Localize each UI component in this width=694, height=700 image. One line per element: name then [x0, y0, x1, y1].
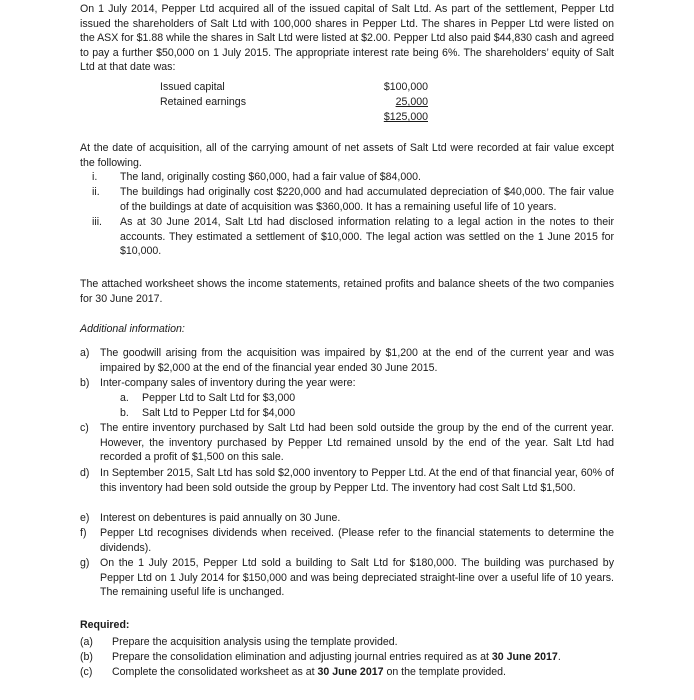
equity-row-issued-capital	[160, 80, 428, 95]
list-text: The entire inventory purchased by Salt Ltd had been sold outside the group by the end of the current year. However, the inventory purchased by Pepper Ltd remained unsold by the end of the year. Salt Ltd had recorded a profit of $1,500 on this sale.	[100, 422, 614, 464]
additional-info-heading: Additional information:	[80, 323, 185, 335]
list-text: On the 1 July 2015, Pepper Ltd sold a building to Salt Ltd for $180,000. The building was purchased by Pepper Ltd on 1 July 2014 for $150,000 and was being depreciated straight-line over a useful life of 10 years. The remaining useful life is unchanged.	[100, 557, 614, 599]
list-marker: e)	[80, 512, 90, 524]
list-text: As at 30 June 2014, Salt Ltd had disclosed information relating to a legal action in the notes to their accounts. They estimated a settlement of $10,000. The legal action was settled on the 1 June 2015 for $10,000.	[120, 216, 614, 258]
list-text: The land, originally costing $60,000, had a fair value of $84,000.	[120, 171, 421, 183]
list-marker: (b)	[80, 651, 93, 663]
info-item-c	[80, 421, 614, 465]
list-marker: d)	[80, 467, 90, 479]
info-item-f	[80, 526, 614, 555]
list-text: The goodwill arising from the acquisition was impaired by $1,200 at the end of the current year and was impaired by $2,000 at the end of the financial year ended 30 June 2015.	[100, 347, 614, 374]
list-text: Salt Ltd to Pepper Ltd for $4,000	[142, 407, 296, 419]
list-text: Complete the consolidated worksheet as at 30 June 2017 on the template provided.	[112, 666, 506, 678]
required-item-c	[80, 665, 620, 680]
list-text: Inter-company sales of inventory during the year were:	[100, 377, 356, 389]
list-marker: iii.	[92, 216, 103, 228]
list-marker: g)	[80, 557, 90, 569]
worksheet-note: The attached worksheet shows the income statements, retained profits and balance sheets of the two companies for 30 June 2017.	[80, 278, 614, 305]
equity-label: Issued capital	[160, 81, 225, 93]
list-marker: b)	[80, 377, 90, 389]
list-text: Prepare the consolidation elimination and adjusting journal entries required as at 30 June 2017.	[112, 651, 561, 663]
list-marker: i.	[92, 171, 98, 183]
list-marker: (a)	[80, 636, 93, 648]
list-text: The buildings had originally cost $220,000 and had accumulated depreciation of $40,000. The fair value of the buildings at date of acquisition was $360,000. It has a remaining useful life of 10 years.	[120, 186, 614, 213]
list-marker: b.	[120, 407, 129, 419]
info-item-d	[80, 466, 614, 495]
info-item-a	[80, 346, 614, 375]
exception-item-ii	[92, 185, 614, 214]
list-text: Pepper Ltd recognises dividends when received. (Please refer to the financial statements to determine the dividends).	[100, 527, 614, 554]
required-item-a	[80, 635, 620, 650]
exception-item-iii	[92, 215, 614, 259]
equity-amount: 25,000	[395, 96, 428, 108]
equity-amount: $100,000	[383, 81, 428, 93]
list-text: Prepare the acquisition analysis using the template provided.	[112, 636, 398, 648]
info-item-g	[80, 556, 614, 600]
list-text: Interest on debentures is paid annually on 30 June.	[100, 512, 341, 524]
list-marker: a)	[80, 347, 90, 359]
equity-label: Retained earnings	[160, 96, 246, 108]
sales-item-b	[120, 406, 520, 421]
list-text: Pepper Ltd to Salt Ltd for $3,000	[142, 392, 296, 404]
list-marker: c)	[80, 422, 89, 434]
info-item-e	[80, 511, 614, 526]
list-marker: f)	[80, 527, 87, 539]
list-marker: ii.	[92, 186, 100, 198]
list-marker: (c)	[80, 666, 93, 678]
info-item-b	[80, 376, 614, 391]
equity-row-total	[160, 110, 428, 125]
list-marker: a.	[120, 392, 129, 404]
list-text: In September 2015, Salt Ltd has sold $2,000 inventory to Pepper Ltd. At the end of that financial year, 60% of this inventory had been sold outside the group by Pepper Ltd. The inventory had cost Salt Ltd $1,500.	[100, 467, 614, 494]
acquisition-intro: At the date of acquisition, all of the carrying amount of net assets of Salt Ltd were recorded at fair value except the following.	[80, 142, 614, 169]
equity-total: $125,000	[383, 111, 428, 123]
sales-item-a	[120, 391, 520, 406]
required-heading: Required:	[80, 619, 130, 631]
intro-paragraph: On 1 July 2014, Pepper Ltd acquired all of the issued capital of Salt Ltd. As part of the settlement, Pepper Ltd issued the shareholders of Salt Ltd with 100,000 shares in Pepper Ltd. The shares in Pepper Ltd were listed on the ASX for $1.88 while the shares in Salt Ltd were listed at $2.00. Pepper Ltd also paid $44,830 cash and agreed to pay a further $50,000 on 1 July 2015. The appropriate interest rate being 6%. The shareholders’ equity of Salt Ltd at that date was:	[80, 3, 614, 74]
exception-item-i	[92, 170, 614, 185]
equity-row-retained-earnings	[160, 95, 428, 110]
required-item-b	[80, 650, 620, 665]
